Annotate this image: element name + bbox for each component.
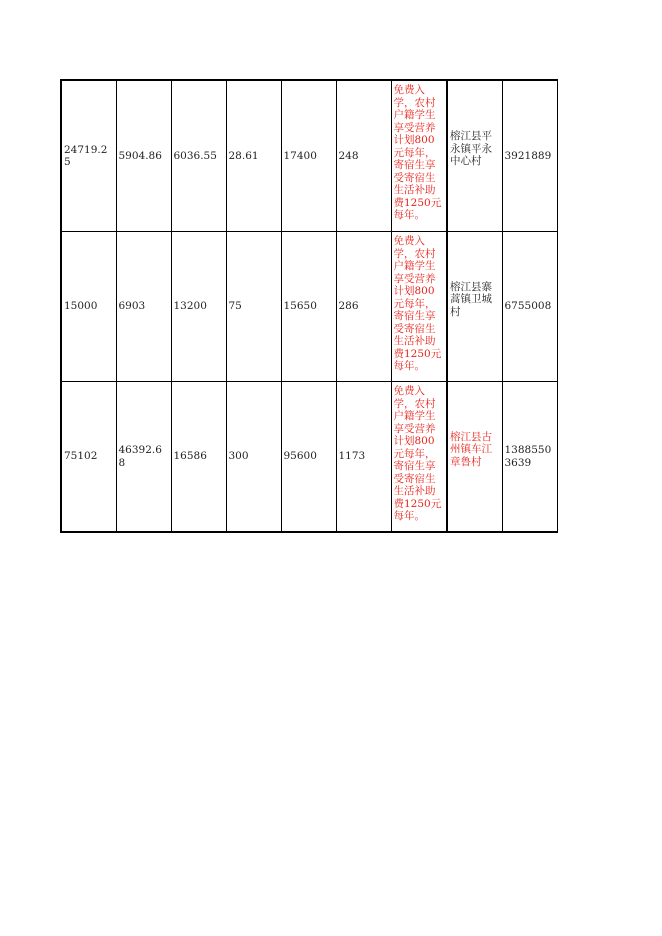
cell-value[interactable]: 13200 [171,232,226,382]
cell-address[interactable] [447,232,502,382]
cell-value[interactable]: 16586 [171,382,226,533]
cell-value[interactable]: 1173 [336,382,391,533]
cell-policy[interactable]: 免费入学，农村户籍学生享受营养计划800元每年，寄宿生享受寄宿生生活补助费1250元每年。 [391,80,447,232]
cell-phone[interactable]: 3921889 [502,80,557,232]
cell-phone[interactable]: 13885503639 [502,382,557,533]
cell-value[interactable]: 248 [336,80,391,232]
cell-value[interactable]: 28.61 [226,80,281,232]
cell-value[interactable]: 75 [226,232,281,382]
spreadsheet-table [60,79,558,533]
cell-value[interactable]: 6903 [116,232,171,382]
cell-value[interactable]: 286 [336,232,391,382]
cell-value[interactable]: 6036.55 [171,80,226,232]
cell-value[interactable]: 300 [226,382,281,533]
cell-value[interactable]: 17400 [281,80,336,232]
address-text: 榕江县古州镇车江章鲁村 [450,430,492,468]
cell-value[interactable]: 15650 [281,232,336,382]
cell-value[interactable]: 95600 [281,382,336,533]
cell-policy[interactable]: 免费入学，农村户籍学生享受营养计划800元每年，寄宿生享受寄宿生生活补助费1250元每年。 [391,382,447,533]
table-row [61,382,557,533]
cell-value[interactable]: 75102 [61,382,116,533]
cell-policy[interactable]: 免费入学，农村户籍学生享受营养计划800元每年，寄宿生享受寄宿生生活补助费1250元每年。 [391,232,447,382]
cell-phone[interactable]: 6755008 [502,232,557,382]
address-text: 榕江县平永镇平永中心村 [450,130,492,168]
cell-value[interactable]: 24719.25 [61,80,116,232]
table-row [61,232,557,382]
cell-value[interactable]: 15000 [61,232,116,382]
cell-value[interactable]: 5904.86 [116,80,171,232]
cell-value[interactable]: 46392.68 [116,382,171,533]
cell-address[interactable] [447,80,502,232]
cell-address[interactable] [447,382,502,533]
address-text: 榕江县寨蒿镇卫城村 [450,280,492,318]
table-row [61,80,557,232]
